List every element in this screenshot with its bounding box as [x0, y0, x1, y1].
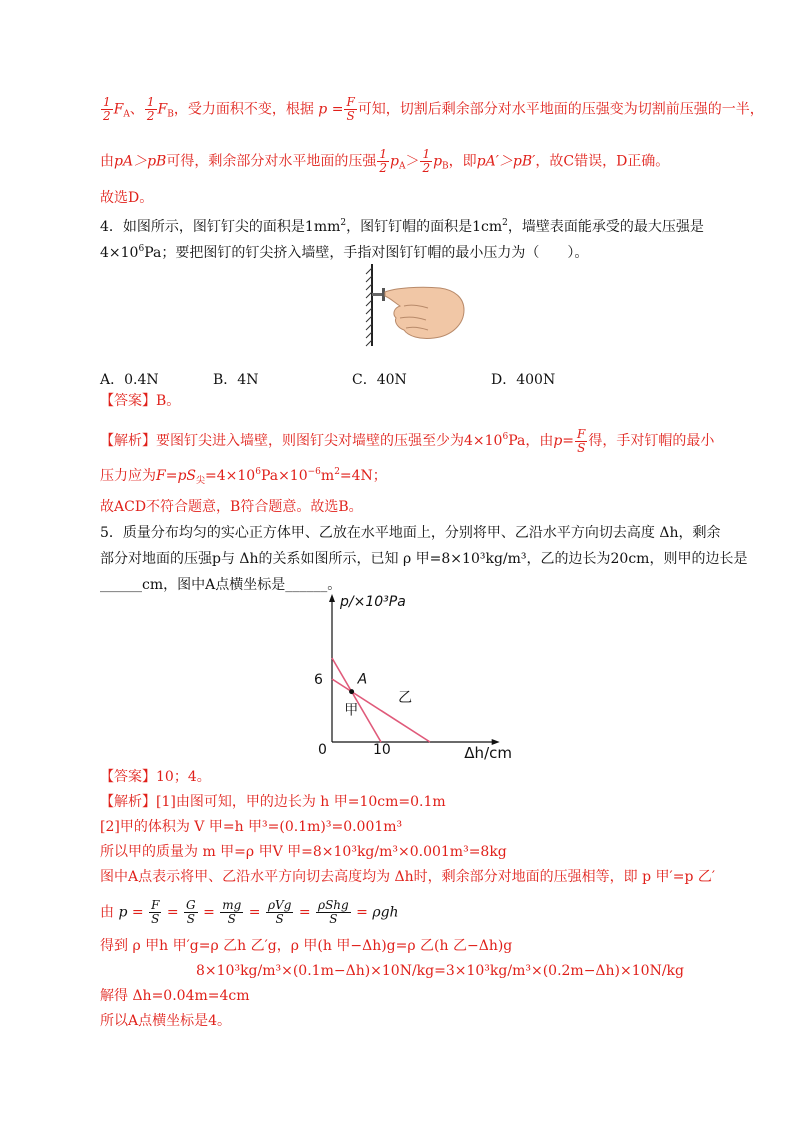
x-tick-label: 0: [318, 742, 327, 758]
q5-line1: 5．质量分布均匀的实心正方体甲、乙放在水平地面上，分别将甲、乙沿水平方向切去高度 Δh，剩余: [100, 525, 721, 541]
point-a-label: A: [357, 671, 368, 688]
fraction-F-over-S: $\frac{F}{S}$: [346, 95, 355, 123]
q5-formula-line: 由 p = $\frac{F}{S}$ = $\frac{G}{S}$ = $\frac{mg}{S}$ = $\frac{\text{ρVg}}{S}$ = $\frac{\text{ρShg}}{S}$ = ρgh: [100, 898, 399, 926]
option-c: C．40N: [352, 372, 407, 388]
pressure-chart: [300, 592, 530, 768]
q4-answer: 【答案】B。: [100, 393, 181, 409]
series-label-2: 乙: [398, 690, 413, 707]
q4-conclusion: 故ACD不符合题意，B符合题意。故选B。: [100, 499, 363, 515]
block1-line3: 故选D。: [100, 190, 154, 206]
q5-analysis-line8: 解得 Δh=0.04m=4cm: [100, 988, 250, 1004]
q5-analysis-line9: 所以A点横坐标是4。: [100, 1013, 232, 1029]
fraction-half: $\frac{1}{2}$: [146, 95, 155, 123]
series-line-1: [332, 658, 381, 742]
q4-analysis-line2: 压力应为$F=pS_尖=4\times 10^6Pa\times 10^{-6}m^2=4N$；: [100, 467, 387, 486]
series-label-1: 甲: [344, 702, 359, 719]
q5-analysis-line6: 得到 ρ 甲h 甲′g=ρ 乙h 乙′g，ρ 甲(h 甲−Δh)g=ρ 乙(h 乙−Δh)g: [100, 938, 513, 954]
thumbtack-hand-illustration: [360, 262, 470, 350]
q4-analysis-line1: 【解析】要图钉尖进入墙壁，则图钉尖对墙壁的压强至少为$4\times 10^6Pa$，由p= $\frac{F}{S}$ 得，手对钉帽的最小: [100, 426, 715, 455]
q5-answer: 【答案】10；4。: [100, 769, 211, 785]
x-tick-label: 10: [373, 742, 391, 758]
fraction-half: $\frac{1}{2}$: [422, 147, 431, 175]
y-axis-arrow: [329, 594, 335, 602]
option-b: B．4N: [213, 372, 259, 388]
q5-analysis-line3: 所以甲的质量为 m 甲=ρ 甲V 甲=8×10³kg/m³×0.001m³=8kg: [100, 844, 507, 860]
fraction-half: $\frac{1}{2}$: [379, 147, 387, 175]
block1-line2: 由pA＞pB可得，剩余部分对水平地面的压强 $\frac{1}{2}$ $p_A>$ $\frac{1}{2}$ $p_B$，即pA′＞pB′，故C错误，D正确。: [100, 147, 670, 175]
q5-analysis-line1: 【解析】[1]由图可知，甲的边长为 h 甲=10cm=0.1m: [100, 794, 446, 810]
point-a-marker: [349, 689, 354, 694]
fraction-F-over-S: $\frac{F}{S}$: [577, 426, 586, 455]
q5-analysis-line7: 8×10³kg/m³×(0.1m−Δh)×10N/kg=3×10³kg/m³×(0.2m−Δh)×10N/kg: [196, 963, 684, 979]
q4-line2: $4\times 10^6Pa$；要把图钉的钉尖挤入墙壁，手指对图钉钉帽的最小压力为（ ）。: [100, 244, 589, 261]
q5-analysis-line4: 图中A点表示将甲、乙沿水平方向切去高度均为 Δh时，剩余部分对地面的压强相等，即 p 甲′=p 乙′: [100, 869, 716, 885]
option-a: A．0.4N: [100, 372, 159, 388]
x-axis-label: Δh/cm: [464, 744, 512, 762]
fraction-half: $\frac{1}{2}$: [103, 95, 111, 123]
q5-analysis-line2: [2]甲的体积为 V 甲=h 甲³=(0.1m)³=0.001m³: [100, 819, 403, 835]
block1-line1: $\frac{1}{2}$ $F_A$、 $\frac{1}{2}$ $F_B$，受力面积不变，根据 p = $\frac{F}{S}$ 可知，切割后剩余部分对水平地面的压强变为切割前压强的一半，: [103, 95, 764, 123]
option-d: D．400N: [491, 372, 556, 388]
q5-line3: ______cm，图中A点横坐标是______。: [100, 577, 342, 593]
q5-line2: 部分对地面的压强p与 Δh的关系如图所示，已知 ρ 甲=8×10³kg/m³，乙的边长为20cm，则甲的边长是: [100, 551, 748, 567]
y-axis-label: p/×10³Pa: [340, 594, 406, 610]
y-tick-label: 6: [314, 672, 323, 688]
q4-line1: 4．如图所示，图钉钉尖的面积是$1mm^2$，图钉钉帽的面积是$1cm^2$，墙壁表面能承受的最大压强是: [100, 218, 704, 235]
